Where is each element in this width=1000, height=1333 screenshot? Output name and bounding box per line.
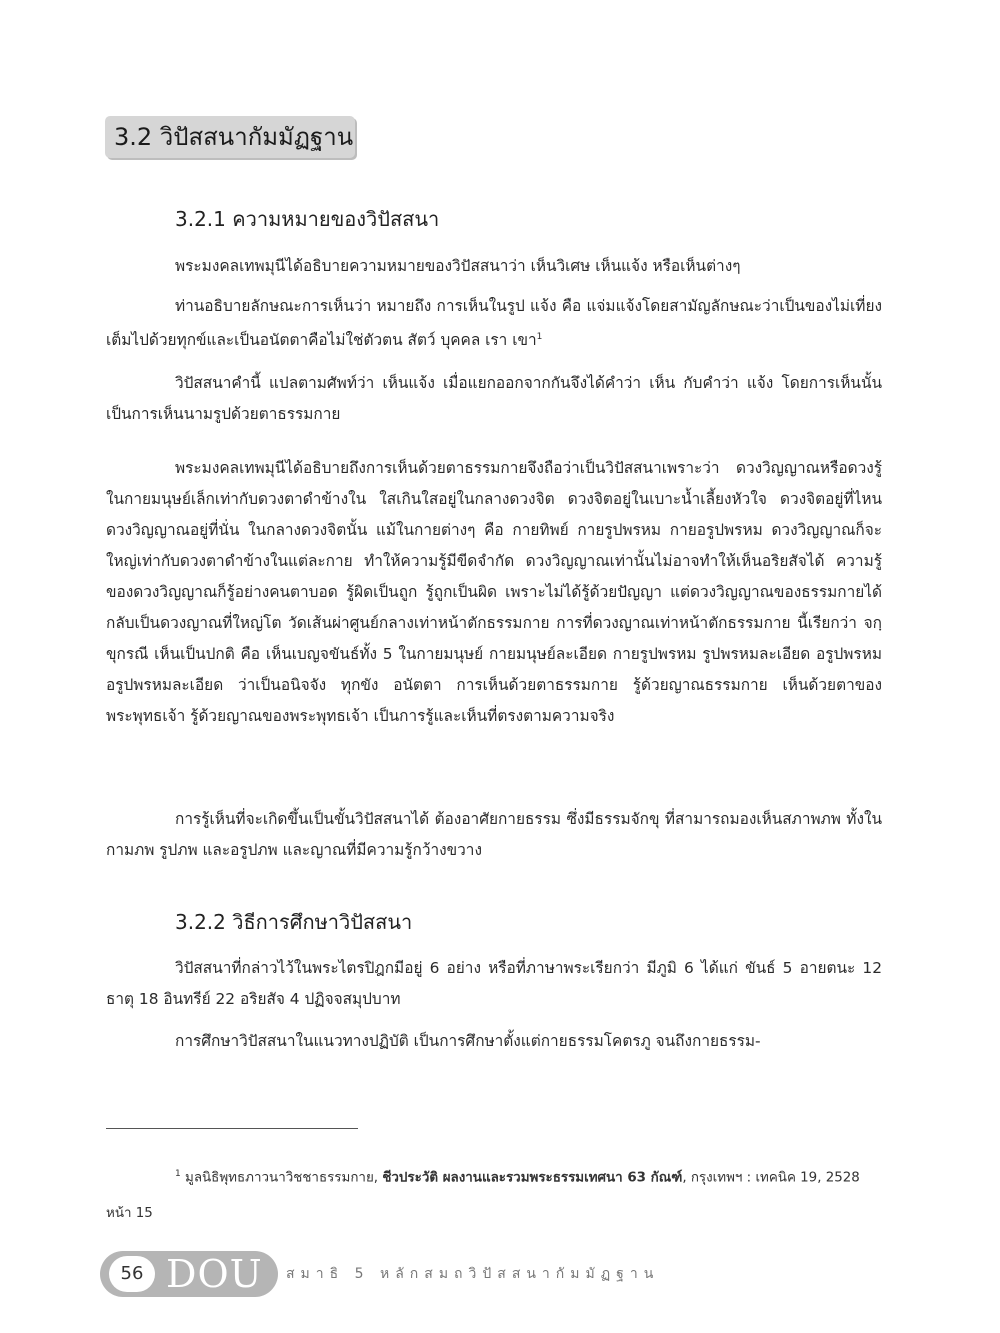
footnote-publication: , กรุงเทพฯ : เทคนิค 19, 2528 หน้า 15: [106, 1170, 860, 1222]
paragraph: วิปัสสนาที่กล่าวไว้ในพระไตรปิฎกมีอยู่ 6 อย่าง หรือที่ภาษาพระเรียกว่า มีภูมิ 6 ได้แก่ ขันธ์ 5 อายตนะ 12 ธาตุ 18 อินทรีย์ 22 อริยสัจ 4 ปฏิจจสมุปบาท: [106, 959, 882, 1008]
subsection-heading-1: 3.2.1 ความหมายของวิปัสสนา: [175, 207, 440, 231]
paragraph: พระมงคลเทพมุนีได้อธิบายความหมายของวิปัสสนาว่า เห็นวิเศษ เห็นแจ้ง หรือเห็นต่างๆ: [175, 257, 741, 275]
paragraph: [106, 291, 882, 356]
paragraph: พระมงคลเทพมุนีได้อธิบายถึงการเห็นด้วยตาธรรมกายจึงถือว่าเป็นวิปัสสนาเพราะว่า ดวงวิญญาณหรือดวงรู้ในกายมนุษย์เล็กเท่ากับดวงตาดำข้างใน ใสเกินใสอยู่ในกลางดวงจิต ดวงจิตอยู่ในเบาะน้ำเลี้ยงหัวใจ ดวงจิตอยู่ที่ไหน ดวงวิญญาณอยู่ที่นั่น ในกลางดวงจิตนั้น แม้ในกายต่างๆ คือ กายทิพย์ กายรูปพรหม กายอรูปพรหม ดวงวิญญาณก็จะใหญ่เท่ากับดวงตาดำข้างในแต่ละกาย ทำให้ความรู้มีขีดจำกัด ดวงวิญญาณเท่านั้นไม่อาจทำให้เห็นอริยสัจได้ ความรู้ของดวงวิญญาณก็รู้อย่างคนตาบอด รู้ผิดเป็นถูก รู้ถูกเป็นผิด เพราะไม่ได้รู้ด้วยปัญญา แต่ดวงวิญญาณของธรรมกายได้กลับเป็นดวงญาณที่ใหญ่โต วัดเส้นผ่าศูนย์กลางเท่าหน้าตักธรรมกาย การที่ดวงญาณเท่าหน้าตักธรรมกาย นี้เรียกว่า จกฺขุกรณี เห็นเป็นปกติ คือ เห็นเบญจขันธ์ทั้ง 5 ในกายมนุษย์ กายมนุษย์ละเอียด กายรูปพรหม รูปพรหมละเอียด อรูปพรหม อรูปพรหมละเอียด ว่าเป็นอนิจจัง ทุกขัง อนัตตา การเห็นด้วยตาธรรมกาย รู้ด้วยญาณธรรมกาย เห็นด้วยตาของพระพุทธเจ้า รู้ด้วยญาณของพระพุทธเจ้า เป็นการรู้และเห็นที่ตรงตามความจริง: [106, 459, 882, 725]
footnote-source: มูลนิธิพุทธภาวนาวิชชาธรรมกาย,: [185, 1170, 379, 1186]
section-heading: [105, 116, 355, 158]
page-number: 56: [109, 1256, 155, 1292]
section-title: 3.2 วิปัสสนากัมมัฏฐาน: [114, 123, 354, 151]
paragraph: วิปัสสนาคำนี้ แปลตามศัพท์ว่า เห็นแจ้ง เมื่อแยกออกจากกันจึงได้คำว่า เห็น กับคำว่า แจ้ง โดยการเห็นนั้นเป็นการเห็นนามรูปด้วยตาธรรมกาย: [106, 374, 882, 423]
subsection-heading-2: 3.2.2 วิธีการศึกษาวิปัสสนา: [175, 910, 413, 934]
course-title: สมาธิ 5 หลักสมถวิปัสสนากัมมัฏฐาน: [286, 1266, 660, 1282]
dou-logo: DOU: [166, 1252, 263, 1296]
paragraph: การรู้เห็นที่จะเกิดขึ้นเป็นขั้นวิปัสสนาได้ ต้องอาศัยกายธรรม ซึ่งมีธรรมจักขุ ที่สามารถมองเห็นสภาพภพ ทั้งในกามภพ รูปภพ และอรูปภพ และญาณที่มีความรู้กว้างขวาง: [106, 810, 882, 859]
footnote-mark: 1: [175, 1169, 181, 1179]
footnote-divider: [106, 1128, 358, 1129]
footnote: [106, 1156, 882, 1232]
footnote-reference: 1: [536, 332, 543, 342]
paragraph: การศึกษาวิปัสสนาในแนวทางปฏิบัติ เป็นการศึกษาตั้งแต่กายธรรมโคตรภู จนถึงกายธรรม-: [175, 1032, 761, 1050]
footnote-book-title: ชีวประวัติ ผลงานและรวมพระธรรมเทศนา 63 กัณฑ์: [382, 1170, 683, 1186]
paragraph-text: ท่านอธิบายลักษณะการเห็นว่า หมายถึง การเห็นในรูป แจ้ง คือ แจ่มแจ้งโดยสามัญลักษณะว่าเป็นของไม่เที่ยง เต็มไปด้วยทุกข์และเป็นอนัตตาคือไม่ใช่ตัวตน สัตว์ บุคคล เรา เขา: [106, 297, 882, 350]
